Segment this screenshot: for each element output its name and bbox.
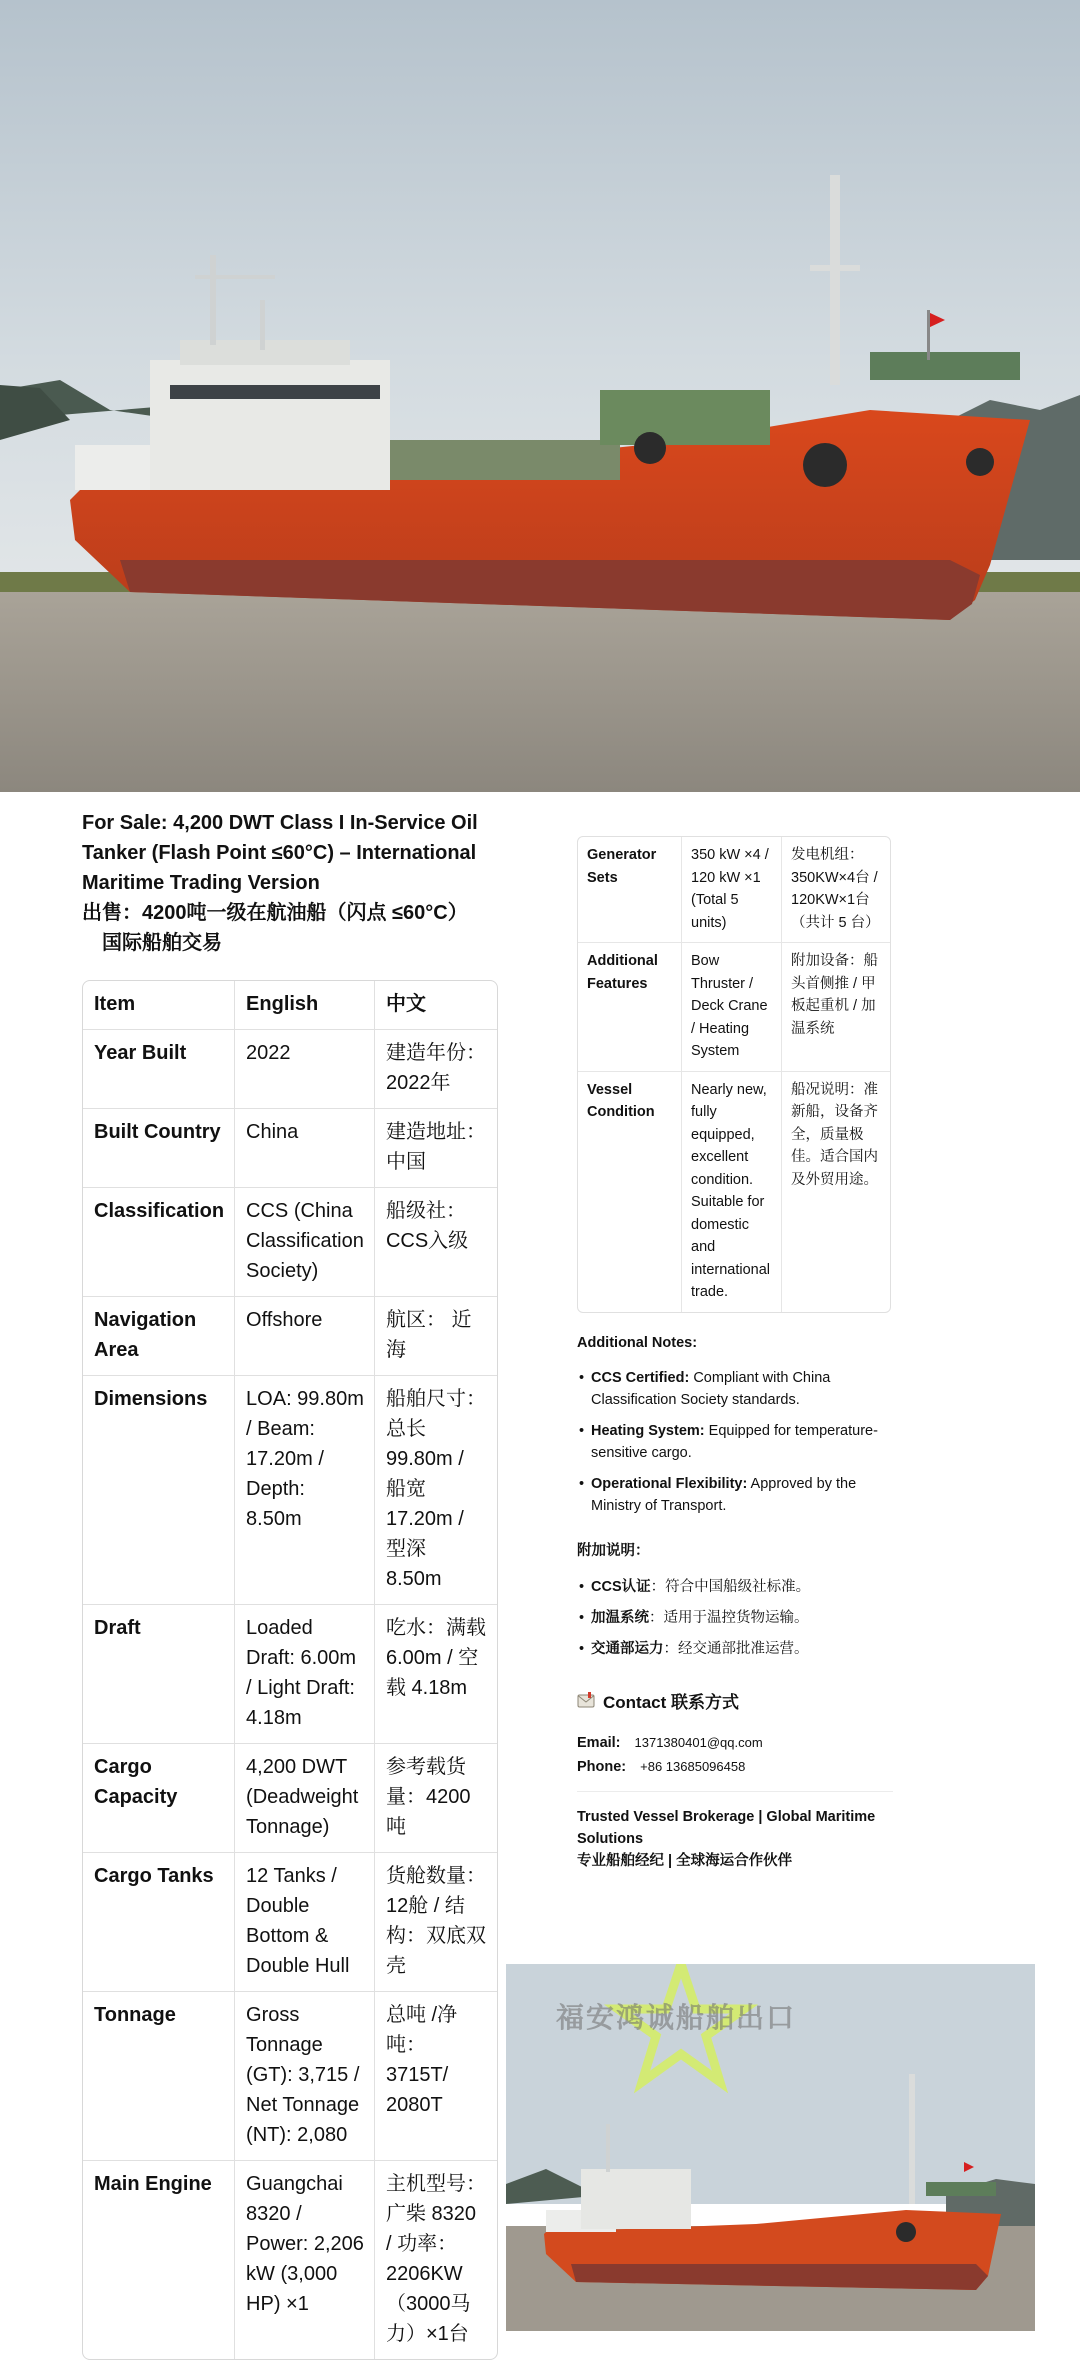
listing-title-cn-line2: 国际船舶交易 [102, 932, 222, 954]
email-label: Email: [577, 1734, 621, 1751]
watermark-text: 福安鸿诚船舶出口 [556, 2001, 797, 2034]
row-item: Cargo Tanks [83, 1853, 235, 1992]
row-cn: 总吨 /净吨：3715T/ 2080T [375, 1992, 497, 2161]
table-row [83, 1109, 497, 1188]
note-label: 加温系统 [591, 1609, 649, 1626]
row-item: Main Engine [83, 2161, 235, 2359]
note-label: 交通部运力 [591, 1640, 664, 1657]
row-item: Built Country [83, 1109, 235, 1188]
table-row [83, 1297, 497, 1376]
row-en: CCS (China Classification Society) [235, 1188, 375, 1297]
listing-title-cn [82, 898, 502, 958]
row-item: Navigation Area [83, 1297, 235, 1376]
row-en: China [235, 1109, 375, 1188]
additional-notes-cn-heading: 附加说明： [577, 1542, 650, 1559]
row-cn: 建造地址：中国 [375, 1109, 497, 1188]
contact-heading [577, 1688, 893, 1713]
table-row [83, 1853, 497, 1992]
additional-notes-heading: Additional Notes: [577, 1334, 698, 1351]
row-cn: 航区： 近海 [375, 1297, 497, 1376]
list-item [577, 1638, 893, 1660]
envelope-icon [577, 1692, 595, 1708]
row-cn: 船况说明：准新船，设备齐全，质量极佳。适合国内及外贸用途。 [791, 1081, 878, 1188]
contact-heading-text: Contact 联系方式 [603, 1692, 739, 1712]
row-cn: 主机型号：广柴 8320 / 功率：2206KW （3000马力）×1台 [385, 2173, 486, 2345]
row-en: 2022 [235, 1030, 375, 1109]
email-link[interactable]: 1371380401@qq.com [634, 1734, 763, 1750]
row-item: Tonnage [83, 1992, 235, 2161]
spec-table-header [83, 981, 497, 1030]
row-item: Additional Features [578, 943, 682, 1072]
note-text: ：经交通部批准运营。 [663, 1640, 809, 1657]
listing-title: For Sale: 4,200 DWT Class I In-Service Oil Tanker (Flash Point ≤60°C) – International Maritime Trading Version [82, 812, 478, 894]
table-row [578, 1072, 890, 1312]
table-row [83, 1030, 497, 1109]
list-item [577, 1576, 893, 1598]
spec-table-continued [577, 836, 891, 1313]
row-cn: 参考载货量：4200吨 [375, 1744, 497, 1853]
listing-side [577, 836, 893, 1872]
row-en: Loaded Draft: 6.00m / Light Draft: 4.18m [235, 1605, 375, 1744]
row-cn: 船舶尺寸：总长99.80m / 船宽 17.20m / 型深 8.50m [375, 1376, 497, 1605]
tagline-cn: 专业船舶经纪 | 全球海运合作伙伴 [577, 1852, 793, 1869]
row-cn: 货舱数量：12舱 / 结构：双底双壳 [375, 1853, 497, 1992]
row-en: 4,200 DWT (Deadweight Tonnage) [235, 1744, 375, 1853]
row-en: Offshore [235, 1297, 375, 1376]
row-item: Vessel Condition [578, 1072, 682, 1312]
phone-label: Phone: [577, 1758, 627, 1775]
table-row [83, 2161, 497, 2359]
contact-phone-row [577, 1755, 893, 1779]
row-item: Year Built [83, 1030, 235, 1109]
additional-notes-cn-list [577, 1576, 893, 1660]
table-row [83, 1605, 497, 1744]
table-row [83, 1992, 497, 2161]
table-row [578, 943, 890, 1072]
row-en: Bow Thruster / Deck Crane / Heating System [682, 943, 782, 1072]
col-header-english: English [235, 981, 375, 1030]
row-cn: 发电机组：350KW×4台 / 120KW×1台 （共计 5 台） [782, 837, 890, 943]
row-en: 350 kW ×4 / 120 kW ×1 (Total 5 units) [682, 837, 782, 943]
list-item [577, 1420, 893, 1464]
row-en: Nearly new, fully equipped, excellent condition. Suitable for domestic and international trade. [682, 1072, 782, 1312]
listing-main [82, 808, 502, 2360]
row-item: Classification [83, 1188, 235, 1297]
row-item: Draft [83, 1605, 235, 1744]
table-row [83, 1376, 497, 1605]
note-label: CCS认证 [591, 1578, 651, 1595]
note-text: ：符合中国船级社标准。 [650, 1578, 811, 1595]
list-item [577, 1473, 893, 1517]
note-text: Compliant with China Classification Society standards. [591, 1369, 831, 1408]
row-en: LOA: 99.80m / Beam: 17.20m / Depth: 8.50m [235, 1376, 375, 1605]
list-item [577, 1367, 893, 1411]
table-row [578, 837, 890, 943]
row-item: Generator Sets [578, 837, 682, 943]
row-cn: 吃水：满载6.00m / 空载 4.18m [375, 1605, 497, 1744]
row-en: Guangchai 8320 / Power: 2,206 kW (3,000 HP) ×1 [235, 2161, 375, 2359]
col-header-item: Item [83, 981, 235, 1030]
list-item [577, 1607, 893, 1629]
note-label: CCS Certified: [591, 1369, 690, 1386]
row-cn: 船级社：CCS入级 [375, 1188, 497, 1297]
row-cn: 附加设备：船头首侧推 / 甲板起重机 / 加温系统 [782, 943, 890, 1072]
phone-link[interactable]: +86 13685096458 [640, 1758, 746, 1774]
note-text: Approved by the Ministry of Transport. [591, 1475, 857, 1514]
col-header-chinese: 中文 [375, 981, 497, 1030]
spec-table [82, 980, 498, 2360]
note-text: ：适用于温控货物运输。 [649, 1609, 809, 1626]
hero-ship-photo [0, 0, 1080, 792]
row-en: 12 Tanks / Double Bottom & Double Hull [235, 1853, 375, 1992]
note-label: Heating System: [591, 1422, 705, 1439]
contact-email-row [577, 1731, 893, 1755]
tagline-en: Trusted Vessel Brokerage | Global Maritime Solutions [577, 1808, 876, 1847]
divider [577, 1791, 893, 1792]
ship-photo-watermarked [506, 1964, 1035, 2331]
table-row [83, 1188, 497, 1297]
note-text: Equipped for temperature-sensitive cargo. [591, 1422, 878, 1461]
listing-title-cn-line1: 出售：4200吨一级在航油船（闪点 ≤60°C） [82, 902, 468, 924]
table-row [83, 1744, 497, 1853]
additional-notes-list [577, 1367, 893, 1517]
row-item: Dimensions [83, 1376, 235, 1605]
row-cn: 建造年份：2022年 [375, 1030, 497, 1109]
note-label: Operational Flexibility: [591, 1475, 748, 1492]
row-item: Cargo Capacity [83, 1744, 235, 1853]
row-en: Gross Tonnage (GT): 3,715 / Net Tonnage (NT): 2,080 [235, 1992, 375, 2161]
